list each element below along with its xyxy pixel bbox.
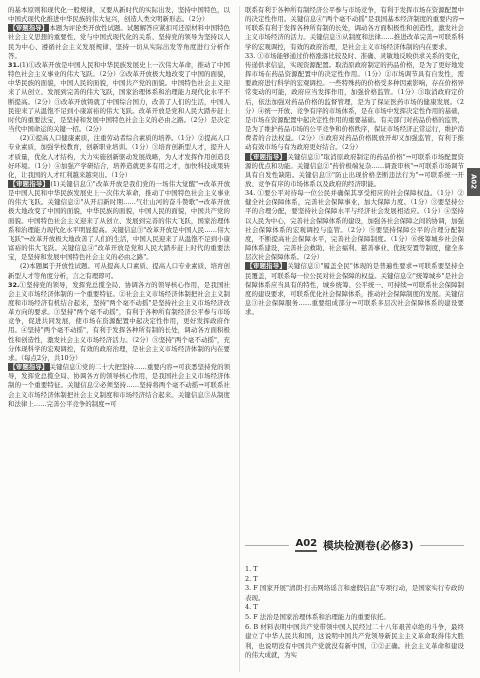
- title-rule-left: [245, 545, 289, 546]
- answer-item-3: 3. F 国家开展"清朗·打击网络谣言和虚假信息"专项行动，是国家实行专政的表现。: [245, 584, 464, 602]
- answer-item-6: 6. B 材料表明中国共产党带领中国人民经过二十八年艰苦卓绝的斗争，最终建立了中华人民共和国，这说明中国共产党领导新民主主义革命取得伟大胜利，也说明没有中国共产党就没有新中国，①②正确。社会主义革命和建设的伟大成就，为实: [245, 622, 464, 660]
- question-number-31: 31.: [8, 60, 20, 69]
- guide-text-32: 关键信息①党的二十大把坚持……重要内容→可获悉坚持党的领导，发挥党总揽全局、协调各方的领导核心作用，是我国社会主义市场经济体制的一个重要特征。关键信息②必须坚持……坚持将两个毫不动摇→可联系社会主义市场经济体制把社会主义制度和市场经济结合起来。关键信息③从制度和法律上……完善公平竞争的制度→可: [8, 363, 231, 408]
- answer-item-5: 5. F 法治是国家治理体系和治理能力的重要依托。: [245, 612, 390, 621]
- answer-item-2: 2. T: [245, 574, 258, 583]
- answer-34: 34. ①要公平对待每一位公民并确保其享受相应的社会保障权益。（1分）②健全社会保障体系，完善社会保障事业，加大保障力度。（1分）③要坚持公平的合理分配，要坚持社会保障水平与经济社会发展相适应。（1分）④坚持以人民为中心，完善社会保障体系的建设，加强各社会保障之间的协调，加强社会保障体系的宏观调控与监管。（2分）⑤要坚持保障公平的合理分配制度，不断提高社会保障水平，完善社会保障制度。（1分）⑥统筹城乡社会保障体系建设，完善社会救助、社会福利、慈善事业、优抚安置等制度，健全多层次社会保障体系。（2分）: [245, 189, 464, 262]
- section-title: [245, 534, 464, 556]
- guide-text-31-1: (1)关键信息①"改革开放是我们党的一场伟大觉醒"→改革开放是中国人民和中华民族发展史上一次伟大革命，推动了中国特色社会主义事业的伟大飞跃。关键信息②"从开启新时期……气壮山河的奋斗赞歌"→改革开放极大地改变了中国的面貌，中华民族的面貌，中国人民的面貌，中国共产党的面貌。中国特色社会主义迎来了从创立、发展到完善的伟大飞跃，国家治理体系和治理能力现代化水平明显提高。关键信息③"改革开放是中国人民……伟大飞跃"→改革开放极大地改善了人们的生活，中国人民迎来了从温饱不足到小康富裕的伟大飞跃。关键信息④"改革开放是党和人民大踏步赶上时代的重要法宝，是坚持和发展中国特色社会主义的必由之路"。: [8, 179, 231, 262]
- section-code: A02: [295, 538, 317, 552]
- guide-text-32-continued: 联系有利于各种所有制经济公平参与市场竞争，有利于发挥市场在资源配置中的决定性作用。关键信息④"两个毫不动摇"是我国基本经济制度的重要内容→可联系有利于发挥各种所有制的长处，调动各方面积极性和创造性，激发社会主义市场经济的活力。关键信息⑤从制度和法律……推进改革完善→可联系科学的宏观调控，有效的政府治理，是社会主义市场经济体制的内在要求。: [245, 6, 464, 51]
- answer-31-2: (2)①提高人口健康素质，注重劳动者综合素质的培养。（1分）②提高人口专业素质，加强学校教育，创新职业培训。（1分）③培育创新型人才，提升人才质量，优化人才结构，大力实施创新驱动发展战略，为人才发挥作用创造良好环境。（1分）④加强产学研结合，培养造就更多有用之才，加快科技成果转化，让我国的人才红利越来越突出。（1分）: [8, 134, 230, 179]
- guide-text-31-2: (2)本题属于开放性试题。可从提高人口素质、提高人口专业素质、培育创新型人才等角度分析，言之有理即可。: [8, 262, 230, 280]
- guide-tag: 【审题指导】: [9, 24, 48, 33]
- answer-item-4: 4. T: [245, 603, 258, 612]
- guide-tag-4: 【审题指导】: [246, 152, 286, 161]
- answer-list: [245, 565, 464, 661]
- section-name: 模块检测卷(必修3): [323, 539, 414, 552]
- guide-tag-5: 【审题指导】: [246, 262, 286, 271]
- guide-tag-3: 【审题指导】: [9, 363, 49, 372]
- guide-text: 本题为评论类开放性试题。试题解答应紧扣可还原材料中国特色社会主义思想的重要性、党与中国式现代化的关系、坚持党的领导为坚持以人民为中心、遵循社会主义发展规律、坚持一切从实际出发等角度进行分析作答。: [8, 24, 230, 60]
- left-column: [8, 6, 230, 409]
- right-column: [245, 6, 464, 317]
- answer-33: 33. ①市场能够通过价格涨落比较及时、准确、灵敏地反映供求关系的变化，传递供求信息，实现资源配置。取消原政府制定的药品价格，是为了更好地发挥市场在药品资源配置中的决定性作用。（1分）②市场调节具有自发性，需要政府进行科学的宏观调控。一些特殊药的价格受多种因素影响，存在价格异常变动的可能，政府应当发挥作用，加强价格监管。（1分）③取消政府定价后，依法加强对药品价格的监督管理，是为了保证医药市场的健康发展。（2分）④统一开放、竞争有序的市场体系，是在市场中发挥决定性作用的基础，是市场在资源配置中起决定性作用的重要基础。有关部门对药品价格的监管，是为了维护药品市场的公平竞争和价格秩序，保证市场经济正常运行，维护消费者的合法权益。（2分）⑤政府对药品价格既放开却又加强监管，有利于推动有效市场与有为政府更好结合。（2分）: [245, 51, 464, 152]
- paragraph-continued: 的基本原则和现代化一般规律，又要从新时代的实际出发，坚持中国特色，以中国式现代化推进中华民族的伟大复兴，创造人类文明新形态。（2分）: [8, 6, 230, 24]
- guide-tag-2: 【审题指导】: [9, 179, 49, 188]
- answer-32: ①坚持党的领导，发挥党总揽全局、协调各方的领导核心作用，是我国社会主义市场经济体制的一个重要特征。②社会主义市场经济体制把社会主义制度和市场经济有机结合起来，坚持"两个毫不动摇"是坚持社会主义市场经济改革方向的要求。③坚持"两个毫不动摇"，有利于各种所有制经济公平参与市场竞争，促进共同发展，使市场在资源配置中起决定性作用，更好发挥政府作用。④坚持"两个毫不动摇"，有利于发挥各种所有制的长处，调动各方面积极性和创造性，激发社会主义市场经济活力。（2分）⑤坚持"两个毫不动摇"，充分体现科学的宏观调控，有效的政府治理，是社会主义市场经济体制的内在要求。（每点2分，共10分）: [8, 280, 230, 362]
- answer-31-1: (1)①改革开放是中国人民和中华民族发展史上一次伟大革命，推动了中国特色社会主义事业的伟大飞跃。（2分）②改革开放极大地改变了中国的面貌，中华民族的面貌，中国人民的面貌，中国共产党的面貌。中国特色社会主义迎来了从创立、发展到完善的伟大飞跃，国家治理体系和治理能力现代化水平不断提高。（2分）③改革开放铸就了中国综合国力，改善了人们的生活，中国人民迎来了从温饱不足到小康富裕的伟大飞跃。改革开放是党和人民大踏步赶上时代的重要法宝，是坚持和发展中国特色社会主义的必由之路。（2分）是决定当代中国命运的关键一招。（2分）: [8, 60, 230, 134]
- title-rule-right: [420, 545, 464, 546]
- guide-text-33: 关键信息①"取消原政府制定的药品价格"→可联系市场配置资源的优点和功能。关键信息②"药价极端复杂……调查审核"→可联系市场调节具有自发性缺陷。关键信息③"防止出现价格垄断违法行为"→可联系统一开放、竞争有序的市场体系以及政府的经济职能。: [245, 152, 464, 188]
- guide-text-34: 关键信息①"履盖全民"体现的是普遍性要求→可联系要坚持全民覆盖，可联系每一位公民对社会保障的权益。关键信息②"统筹城乡"是社会保障体系应当具有的特性，城乡统筹、公平统一、可持续→可联系社会保障制度的建设要求，可联系优化社会保障体系，推动社会保障制度的发展。关键信息③社会保障服务……重要组成部分→可联系多层次社会保障体系的建设要求。: [245, 262, 464, 317]
- question-number-32: 32.: [8, 280, 20, 289]
- column-divider: [239, 6, 240, 672]
- side-tab: A02: [467, 168, 480, 196]
- answer-item-1: 1. T: [245, 565, 258, 573]
